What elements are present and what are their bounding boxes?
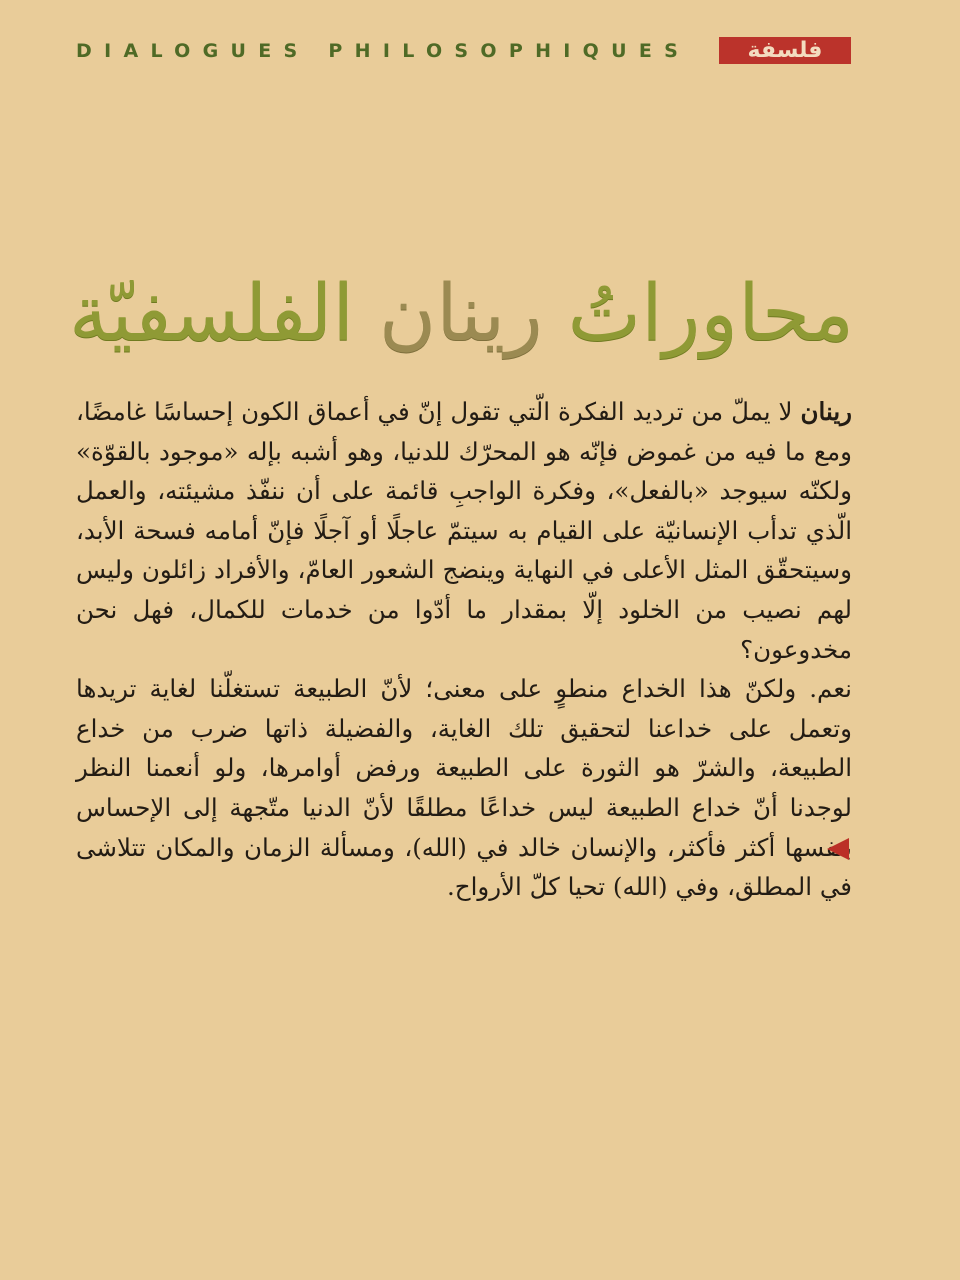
title-word-dialogues: محاوراتُ [567, 269, 854, 359]
article-body [76, 392, 852, 907]
paragraph-2-text: نعم. ولكنّ هذا الخداع منطوٍ على معنى؛ لأنّ الطبيعة تستغلّنا لغاية تريدها وتعمل على خداعنا لتحقيق تلك الغاية، والفضيلة ذاتها ضرب من خداع الطبيعة، والشرّ هو الثورة على الطبيعة ورفض أوامرها، ولو أنعمنا النظر لوجدنا أنّ خداع الطبيعة ليس خداعًا مطلقًا لأنّ الدنيا متّجهة إلى الإحساس بنفسها أكثر فأكثر، والإنسان خالد في (الله)، ومسألة الزمان والمكان تتلاشى في المطلق، وفي (الله) تحيا كلّ الأرواح. [76, 674, 852, 902]
title-word-renan: رينان [378, 269, 543, 359]
title-word-philosophical: الفلسفيّة [68, 269, 355, 359]
article-title [68, 264, 854, 364]
series-badge-arabic: فلسفة [719, 37, 851, 64]
paragraph-1 [76, 392, 852, 669]
paragraph-1-text: لا يملّ من ترديد الفكرة الّتي تقول إنّ في أعماق الكون إحساسًا غامضًا، ومع ما فيه من غموض فإنّه هو المحرّك للدنيا، وهو أشبه بإله «موجود بالقوّة» ولكنّه سيوجد «بالفعل»، وفكرة الواجبِ قائمة على أن ننفّذ مشيئته، والعمل الّذي تدأب الإنسانيّة على القيام به سيتمّ عاجلًا أو آجلًا فإنّ أمامه فسحة الأبد، وسيتحقّق المثل الأعلى في النهاية وينضج الشعور العامّ، والأفراد زائلون وليس لهم نصيب من الخلود إلّا بمقدار ما أدّوا من خدمات للكمال، فهل نحن مخدوعون؟ [76, 397, 852, 664]
series-title-latin: DIALOGUES PHILOSOPHIQUES [76, 40, 691, 62]
speaker-name: رينان [800, 397, 852, 426]
paragraph-2 [76, 669, 852, 907]
triangle-left-icon [827, 838, 849, 860]
